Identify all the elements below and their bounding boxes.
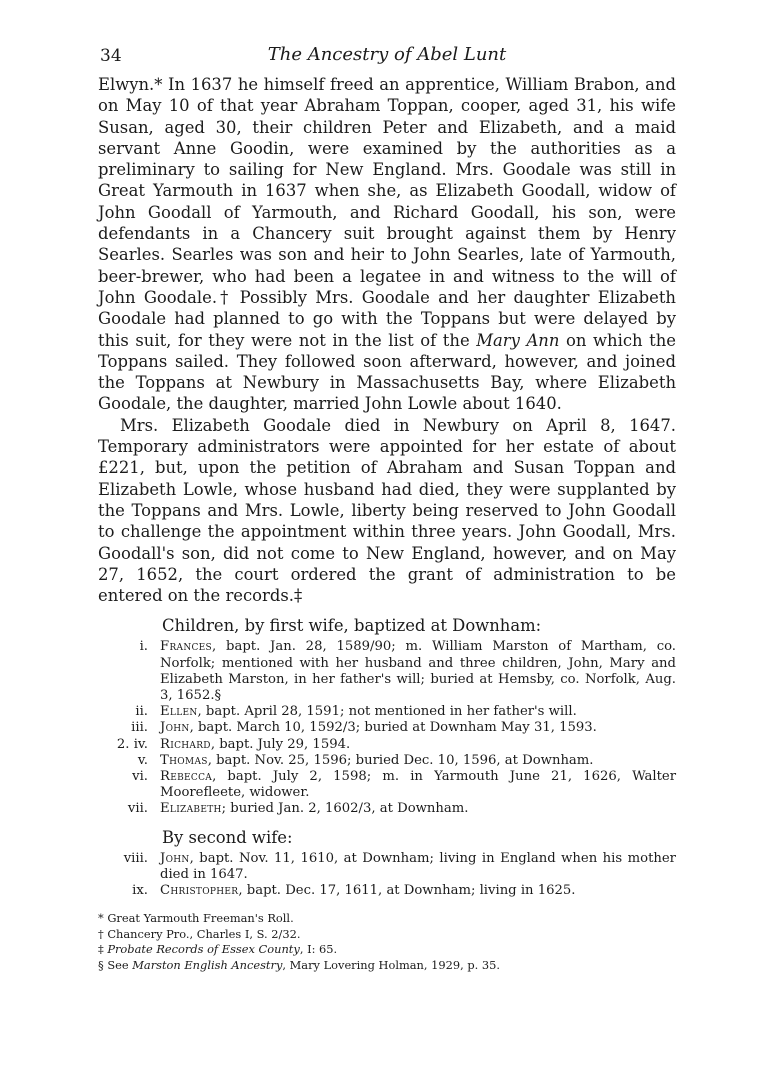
- page: [98, 40, 676, 974]
- paragraph-2: Mrs. Elizabeth Goodale died in Newbury on April 8, 1647. Temporary administrators were appointed for her estate of about £221, but, upon the petition of Abraham and Susan Toppan and Elizabeth Lowle, whose husband had died, they were supplanted by the Toppans and Mrs. Lowle, liberty being reserved to John Goodall to challenge the appointment within three years. John Goodall, Mrs. Goodall's son, did not come to New England, however, and on May 27, 1652, the court ordered the grant of administration to be entered on the records.‡: [98, 415, 676, 606]
- child-detail: ; buried Jan. 2, 1602/3, at Downham.: [221, 801, 469, 817]
- first-wife-heading: Children, by first wife, baptized at Downham:: [162, 616, 542, 636]
- running-head: [98, 40, 676, 74]
- child-name: Richard: [160, 736, 211, 752]
- second-wife-children: [98, 851, 676, 900]
- child-detail: , bapt. July 2, 1598; m. in Yarmouth June 21, 1626, Walter Moorefleete, widower.: [160, 769, 676, 801]
- child-number: viii.: [123, 850, 148, 866]
- footnote-title: Probate Records of Essex County: [107, 942, 300, 957]
- paragraph-1-part-a: Elwyn.* In 1637 he himself freed an apprentice, William Brabon, and on May 10 of that year Abraham Toppan, cooper, aged 31, his wife Susan, aged 30, their children Peter and Elizabeth, and a maid servant Anne Goodin, were examined by the authorities as a preliminary to sailing for New England. Mrs. Goodale was still in Great Yarmouth in 1637 when she, as Elizabeth Goodall, widow of John Goodall of Yarmouth, and Richard Goodall, his son, were defendants in a Chancery suit brought against them by Henry Searles. Searles was son and heir to John Searles, late of Yarmouth, beer-brewer, who had been a legatee in and witness to the will of John Goodale.† Possibly Mrs. Goodale and her daughter Elizabeth Goodale had planned to go with the Toppans but were delayed by this suit, for they were not in the list of the: [98, 75, 676, 350]
- list-item: [98, 851, 676, 883]
- child-name: Christopher: [160, 883, 239, 899]
- child-number: vi.: [132, 769, 148, 785]
- list-item: [98, 753, 676, 769]
- footnote: [98, 911, 676, 927]
- list-item: [98, 737, 676, 753]
- footnote-mark: § See: [98, 958, 133, 973]
- child-detail: , bapt. Dec. 17, 1611, at Downham; living in 1625.: [238, 883, 576, 899]
- running-title: The Ancestry of Abel Lunt: [267, 44, 507, 65]
- child-name: John: [160, 720, 190, 736]
- footnote-mark: *: [98, 911, 108, 926]
- footnote-text: Chancery Pro., Charles I, S. 2/32.: [107, 926, 301, 941]
- footnote-text: , Mary Lovering Holman, 1929, p. 35.: [282, 958, 501, 973]
- body-text: [98, 74, 676, 606]
- child-number: v.: [137, 752, 148, 768]
- child-name: John: [160, 850, 190, 866]
- list-item: [98, 704, 676, 720]
- footnote: [98, 958, 676, 974]
- child-name: Rebecca: [160, 769, 213, 785]
- child-detail: , bapt. Nov. 25, 1596; buried Dec. 10, 1596, at Downham.: [207, 752, 594, 768]
- child-number: iii.: [131, 720, 148, 736]
- footnotes: [98, 911, 676, 973]
- list-item: [98, 720, 676, 736]
- child-detail: , bapt. Jan. 28, 1589/90; m. William Marston of Martham, co. Norfolk; mentioned with her husband and three children, John, Mary and Elizabeth Marston, in her father's will; buried at Hemsby, co. Norfolk, Aug. 3, 1652.§: [160, 639, 676, 704]
- child-name: Thomas: [160, 752, 208, 768]
- child-detail: , bapt. July 29, 1594.: [210, 736, 351, 752]
- footnote: [98, 927, 676, 943]
- footnote: [98, 942, 676, 958]
- second-wife-heading: By second wife:: [162, 827, 293, 847]
- list-item: [98, 801, 676, 817]
- list-item: [98, 883, 676, 899]
- child-name: Elizabeth: [160, 801, 222, 817]
- child-detail: , bapt. April 28, 1591; not mentioned in her father's will.: [197, 704, 577, 720]
- child-number: ix.: [132, 883, 148, 899]
- footnote-mark: †: [98, 926, 108, 941]
- child-name: Ellen: [160, 704, 198, 720]
- child-number: ii.: [135, 704, 148, 720]
- ship-name: Mary Ann: [476, 330, 560, 350]
- child-name: Frances: [160, 639, 213, 655]
- footnote-title: Marston English Ancestry: [132, 958, 283, 973]
- footnote-mark: ‡: [98, 942, 108, 957]
- paragraph-1: [98, 74, 676, 415]
- child-number: i.: [139, 639, 148, 655]
- footnote-text: Great Yarmouth Freeman's Roll.: [107, 911, 294, 926]
- child-number: vii.: [127, 801, 148, 817]
- child-number: 2. iv.: [116, 736, 148, 752]
- list-item: [98, 639, 676, 704]
- first-wife-children: [98, 639, 676, 817]
- child-detail: , bapt. Nov. 11, 1610, at Downham; living in England when his mother died in 1647.: [160, 850, 676, 882]
- page-number: 34: [100, 46, 122, 66]
- list-item: [98, 769, 676, 801]
- paragraph-1-part-b: on which the Toppans sailed. They followed soon afterward, however, and joined the Toppans at Newbury in Massachusetts Bay, where Elizabeth Goodale, the daughter, married John Lowle about 1640.: [98, 330, 676, 414]
- child-detail: , bapt. March 10, 1592/3; buried at Downham May 31, 1593.: [189, 720, 597, 736]
- footnote-text: , I: 65.: [299, 942, 338, 957]
